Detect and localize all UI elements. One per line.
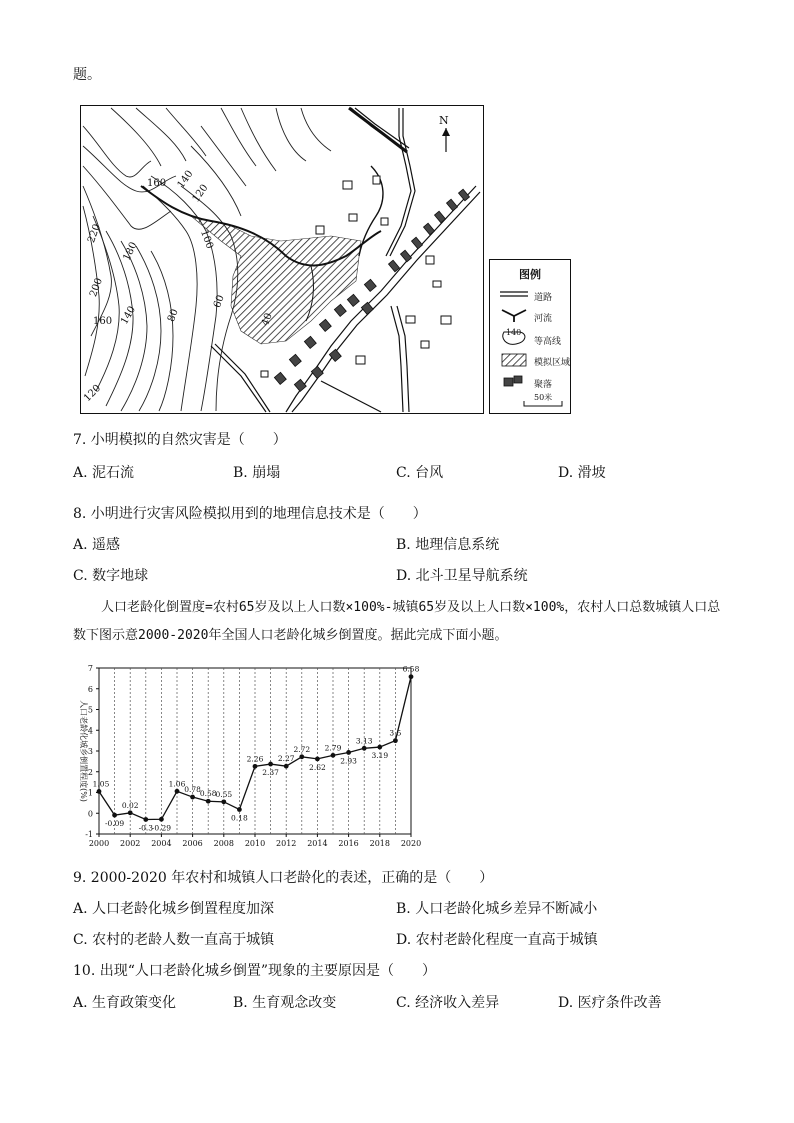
q7-option-b: B. 崩塌 — [233, 465, 281, 481]
contour-label: 120 — [190, 182, 211, 205]
data-label: 0.55 — [215, 789, 233, 799]
data-label: 3.5 — [389, 728, 402, 738]
q10-option-b: B. 生育观念改变 — [233, 995, 337, 1011]
q9-option-b: B. 人口老龄化城乡差异不断减小 — [396, 901, 598, 917]
data-label: 0.78 — [184, 785, 201, 795]
y-tick-label: 1 — [87, 788, 93, 798]
y-tick-label: 4 — [87, 726, 93, 736]
x-tick-label: 2004 — [151, 839, 172, 848]
legend-symbols — [498, 288, 532, 398]
data-point — [237, 807, 242, 812]
y-tick-label: 7 — [87, 664, 93, 673]
data-point — [112, 813, 117, 818]
data-point — [206, 799, 211, 804]
legend-road-label: 道路 — [534, 293, 553, 303]
data-point — [346, 750, 351, 755]
data-point — [377, 745, 382, 750]
page-fragment: 题。 — [73, 67, 101, 83]
y-tick-label: 5 — [87, 705, 93, 715]
north-label: N — [439, 114, 449, 127]
q8-option-a: A. 遥感 — [73, 537, 121, 553]
map-drawing — [81, 106, 482, 412]
legend-contour-label: 等高线 — [534, 337, 562, 347]
y-tick-label: 6 — [87, 684, 93, 694]
x-tick-label: 2018 — [369, 839, 390, 848]
x-tick-label: 2000 — [88, 839, 110, 848]
scale-bar — [522, 400, 566, 408]
data-point — [331, 753, 336, 758]
data-label: 0.02 — [121, 800, 139, 810]
data-point — [362, 746, 367, 751]
data-point — [97, 789, 102, 794]
data-label: 2.62 — [309, 762, 326, 772]
legend-settlement-label: 聚落 — [534, 380, 553, 390]
map-legend — [489, 259, 571, 414]
data-point — [159, 817, 164, 822]
aging-inversion-chart — [73, 662, 422, 852]
data-label: 2.27 — [277, 754, 295, 764]
contour-label: 120 — [81, 382, 104, 405]
data-point — [393, 738, 398, 743]
data-label: 1.05 — [92, 779, 110, 789]
data-label: 2.93 — [340, 756, 357, 766]
y-tick-label: 2 — [87, 767, 93, 777]
passage-text: 人口老龄化倒置度=农村65岁及以上人口数×100%-城镇65岁及以上人口数×100%，农村人口总数城镇人口总数下图示意2000-2020年全国人口老龄化城乡倒置度。据此完成下面小题。 — [73, 600, 721, 643]
q9-option-c: C. 农村的老龄人数一直高于城镇 — [73, 932, 275, 948]
contour-label: 140 — [119, 304, 139, 327]
q7-option-c: C. 台风 — [396, 465, 444, 481]
x-tick-label: 2006 — [182, 839, 203, 848]
data-point — [175, 789, 180, 794]
contour-label: 220 — [86, 222, 103, 245]
x-tick-label: 2014 — [307, 839, 328, 848]
data-label: -0.3 — [138, 823, 154, 833]
data-point — [143, 817, 148, 822]
data-point — [268, 762, 273, 767]
q8-option-b: B. 地理信息系统 — [396, 537, 500, 553]
data-label: 6.58 — [402, 664, 420, 674]
contour-label: 80 — [166, 307, 181, 324]
q7-option-a: A. 泥石流 — [73, 465, 135, 481]
data-point — [409, 674, 414, 679]
y-tick-label: 0 — [87, 809, 93, 819]
data-label: 0.58 — [199, 789, 217, 799]
x-tick-label: 2012 — [276, 839, 297, 848]
y-axis-label: 人口老龄化城乡倒置程度(%) — [79, 700, 88, 802]
x-tick-label: 2020 — [400, 839, 422, 848]
contour-label: 100 — [198, 228, 215, 251]
q10-option-a: A. 生育政策变化 — [73, 995, 177, 1011]
x-tick-label: 2008 — [213, 839, 234, 848]
legend-title: 图例 — [519, 268, 541, 281]
contour-label: 200 — [88, 276, 105, 299]
y-tick-label: 3 — [87, 747, 93, 756]
contour-label: 160 — [147, 178, 167, 189]
q8-option-d: D. 北斗卫星导航系统 — [396, 568, 528, 584]
data-point — [190, 795, 195, 800]
q9-option-d: D. 农村老龄化程度一直高于城镇 — [396, 932, 598, 948]
q9-option-a: A. 人口老龄化城乡倒置程度加深 — [73, 901, 275, 917]
x-tick-label: 2016 — [338, 839, 359, 848]
data-point — [299, 754, 304, 759]
q10-option-c: C. 经济收入差异 — [396, 995, 500, 1011]
data-label: 2.72 — [293, 744, 311, 754]
x-tick-label: 2010 — [244, 839, 266, 848]
chart-svg — [73, 662, 422, 852]
data-point — [128, 810, 133, 815]
contour-label: 160 — [93, 316, 113, 327]
data-label: -0.29 — [151, 823, 172, 833]
question-7-stem: 7. 小明模拟的自然灾害是（ ） — [73, 432, 287, 448]
data-label: 0.18 — [231, 813, 248, 823]
question-8-stem: 8. 小明进行灾害风险模拟用到的地理信息技术是（ ） — [73, 506, 427, 522]
data-point — [315, 756, 320, 761]
question-9-stem: 9. 2000-2020 年农村和城镇人口老龄化的表述，正确的是（ ） — [73, 870, 494, 886]
contour-label: 180 — [121, 240, 140, 263]
x-tick-label: 2002 — [120, 839, 141, 848]
y-tick-label: -1 — [85, 830, 93, 839]
contour-label: 40 — [260, 311, 275, 328]
q7-option-d: D. 滑坡 — [558, 465, 606, 481]
q10-option-d: D. 医疗条件改善 — [558, 995, 662, 1011]
data-label: 2.79 — [324, 743, 342, 753]
data-point — [221, 799, 226, 804]
legend-river-label: 河流 — [534, 314, 553, 324]
data-point — [284, 764, 289, 769]
terrain-map — [80, 105, 484, 414]
contour-label: 140 — [175, 168, 196, 191]
legend-sim-area-label: 模拟区域 — [534, 358, 571, 368]
data-point — [253, 764, 258, 769]
q8-option-c: C. 数字地球 — [73, 568, 149, 584]
scale-label: 50米 — [534, 393, 553, 402]
data-label: 2.37 — [262, 768, 279, 778]
data-label: 2.26 — [246, 754, 264, 764]
legend-contour-sample: 140 — [506, 328, 522, 337]
data-label: 3.19 — [371, 751, 389, 761]
data-label: 3.13 — [355, 736, 373, 746]
contour-label: 60 — [212, 293, 227, 310]
data-label: -0.09 — [104, 819, 125, 829]
question-10-stem: 10. 出现“人口老龄化城乡倒置”现象的主要原因是（ ） — [73, 963, 437, 979]
data-label: 1.06 — [168, 779, 186, 789]
